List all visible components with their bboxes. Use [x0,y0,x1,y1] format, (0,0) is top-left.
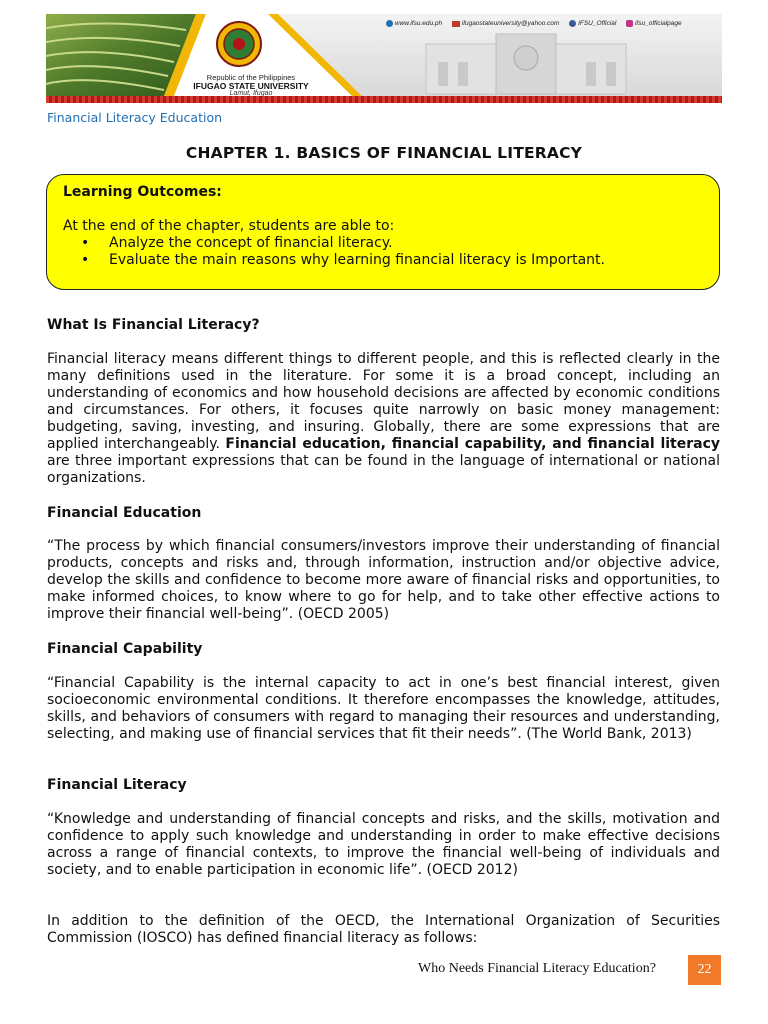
bullet-icon: • [81,252,90,268]
banner-stripe [46,96,722,103]
university-name: IFUGAO STATE UNIVERSITY [193,81,309,91]
outcome-item: Evaluate the main reasons why learning financial literacy is Important. [109,252,605,268]
instagram-icon [626,20,633,27]
page-number: 22 [688,955,721,985]
footer-title: Who Needs Financial Literacy Education? [418,961,656,976]
learning-outcomes-intro: At the end of the chapter, students are able to: [63,218,395,234]
paragraph-what-text-b: are three important expressions that can be found in the language of international or national organizations. [47,453,720,486]
bullet-icon: • [81,235,90,251]
paragraph-what-bold: Financial education, financial capability, and financial literacy [225,436,721,452]
instagram-link[interactable]: ifsu_officialpage [634,20,682,28]
section-heading-education: Financial Education [47,505,202,521]
paragraph-capability: “Financial Capability is the internal capacity to act in one’s best financial interest, given socioeconomic environmental conditions. It therefore encompasses the knowledge, attitudes, skills, and behaviors of consumers with regard to managing their resources and understanding, selecting, and making use of financial services that fit their needs”. (The World Bank, 2013) [47,675,720,742]
section-heading-capability: Financial Capability [47,641,203,657]
globe-icon [386,20,393,27]
facebook-link[interactable]: IFSU_Official [578,20,617,28]
section-heading-literacy: Financial Literacy [47,777,187,793]
chapter-title: CHAPTER 1. BASICS OF FINANCIAL LITERACY [185,144,583,162]
university-seal-logo [217,22,261,66]
learning-outcomes-box [46,174,720,290]
section-heading-what: What Is Financial Literacy? [47,317,260,333]
paragraph-what [47,351,720,487]
course-tagline: Financial Literacy Education [47,110,223,125]
paragraph-literacy: “Knowledge and understanding of financial concepts and risks, and the skills, motivation and confidence to apply such knowledge and understanding in order to make effective decisions across a range of financial contexts, to improve the financial well-being of individuals and society, and to enable participation in economic life”. (OECD 2012) [47,811,720,878]
website-link[interactable]: www.ifsu.edu.ph [394,20,443,28]
university-banner [46,14,722,108]
paragraph-what-text-a: Financial literacy means different things to different people, and this is reflected clearly in the many definitions used in the literature. For some it is a broad concept, including an understanding of economics and how household decisions are affected by economic conditions and circumstances. For others, it focuses quite narrowly on basic money management: budgeting, saving, investing, and insuring. Globally, there are some expressions that are applied interchangeably. [47,351,720,452]
paragraph-education: “The process by which financial consumers/investors improve their understanding of financial products, concepts and risks and, through information, instruction and/or objective advice, develop the skills and confidence to become more aware of financial risks and opportunities, to make informed choices, to know where to go for help, and to take other effective actions to improve their financial well-being”. (OECD 2005) [47,538,720,622]
email-icon [452,21,460,27]
university-location: Lamut, Ifugao [229,90,273,97]
outcome-item: Analyze the concept of financial literacy. [109,235,393,251]
email-link[interactable]: ifugaostateuniversity@yahoo.com [461,20,560,28]
republic-label: Republic of the Philippines [206,73,296,82]
contact-row [386,20,722,32]
paragraph-iosco: In addition to the definition of the OECD, the International Organization of Securities Commission (IOSCO) has defined financial literacy as follows: [47,913,720,946]
learning-outcomes-heading: Learning Outcomes: [63,184,222,200]
facebook-icon [569,20,576,27]
